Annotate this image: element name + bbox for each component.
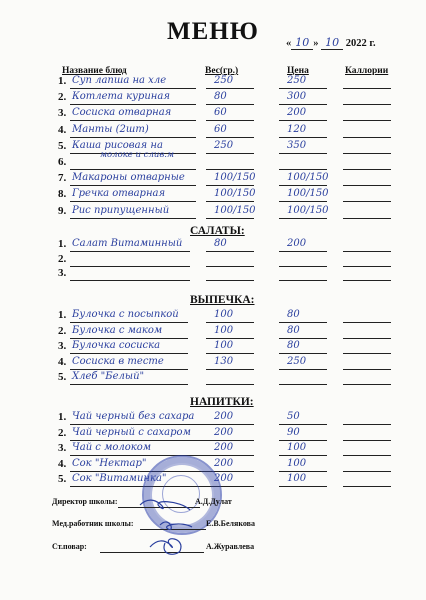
calories-line [343, 88, 391, 89]
weight-line [206, 104, 254, 105]
name-line [70, 201, 196, 202]
weight-line [206, 153, 254, 154]
row-number: 5. [58, 371, 67, 383]
signature-name-medic: Е.В.Белякова [206, 519, 255, 528]
dish-name-continued: молоке и слив.м [100, 149, 175, 160]
dish-name: Рис припущенный [72, 204, 170, 216]
signature-label-cook: Ст.повар: [52, 542, 87, 551]
dish-price: 120 [287, 123, 307, 135]
dish-weight: 200 [214, 442, 234, 453]
weight-line [206, 201, 254, 202]
dish-weight: 250 [214, 139, 234, 151]
price-line [279, 486, 327, 487]
dish-price: 250 [287, 75, 307, 86]
weight-line [206, 353, 254, 354]
calories-line [343, 471, 391, 472]
price-line [279, 322, 327, 323]
name-line [70, 440, 208, 441]
row-number: 5. [58, 139, 67, 152]
weight-line [206, 384, 254, 385]
weight-line [206, 218, 254, 219]
name-line [70, 424, 208, 425]
dish-price: 350 [287, 139, 307, 151]
menu-date [286, 36, 376, 50]
name-line [70, 322, 188, 323]
calories-line [343, 338, 391, 339]
weight-line [206, 440, 254, 441]
date-close-quote: » [313, 38, 319, 49]
dish-weight: 130 [214, 355, 234, 367]
calories-line [343, 185, 391, 186]
drinks-title: НАПИТКИ: [190, 396, 254, 408]
row-number: 3. [58, 442, 67, 454]
price-line [279, 104, 327, 105]
dish-name: Салат Витаминный [72, 238, 183, 249]
dish-name: Каша рисовая на [72, 139, 163, 151]
dish-name: Сосиска отварная [72, 107, 172, 119]
price-line [279, 266, 327, 267]
calories-line [343, 353, 391, 354]
row-number: 6. [58, 156, 67, 168]
calories-line [343, 440, 391, 441]
dish-name: Котлета куриная [72, 91, 170, 103]
salads-title: САЛАТЫ: [190, 225, 245, 237]
dish-price: 250 [287, 355, 307, 367]
dish-name: Сок "Нектар" [72, 457, 147, 469]
dish-weight: 200 [214, 473, 234, 484]
calories-line [343, 153, 391, 154]
row-number: 1. [58, 411, 67, 423]
price-line [279, 153, 327, 154]
price-line [279, 384, 327, 385]
row-number: 5. [58, 473, 67, 485]
dish-weight: 200 [214, 411, 234, 422]
dish-price: 100/150 [287, 172, 329, 184]
dish-price: 80 [287, 324, 300, 336]
row-number: 1. [58, 75, 67, 87]
row-number: 9. [58, 204, 67, 217]
date-open-quote: « [286, 38, 292, 49]
name-line [70, 88, 196, 89]
price-line [279, 353, 327, 354]
row-number: 2. [58, 91, 67, 104]
weight-line [206, 266, 254, 267]
weight-line [206, 137, 254, 138]
dish-weight: 60 [214, 107, 227, 119]
weight-line [206, 251, 254, 252]
row-number: 3. [58, 107, 67, 120]
date-day: 10 [291, 36, 313, 50]
price-line [279, 218, 327, 219]
price-line [279, 338, 327, 339]
dish-weight: 80 [214, 238, 227, 249]
price-line [279, 185, 327, 186]
price-line [279, 471, 327, 472]
row-number: 2. [58, 252, 67, 265]
handwritten-signatures-graphic [120, 485, 210, 560]
name-line [70, 266, 190, 267]
dish-name: Манты (2шт) [72, 123, 149, 135]
name-line [70, 353, 188, 354]
calories-line [343, 251, 391, 252]
row-number: 2. [58, 426, 67, 439]
column-header-calories: Каллории [345, 66, 389, 76]
name-line [70, 104, 196, 105]
dish-name: Булочка сосиска [72, 340, 161, 351]
dish-price: 50 [287, 411, 300, 422]
weight-line [206, 322, 254, 323]
row-number: 2. [58, 324, 67, 337]
calories-line [343, 369, 391, 370]
signature-name-cook: А.Журавлева [206, 542, 255, 551]
dish-name: Гречка отварная [72, 188, 166, 200]
column-header-weight: Вес(гр.) [205, 66, 239, 76]
dish-weight: 250 [214, 75, 234, 86]
weight-line [206, 88, 254, 89]
dish-price: 100 [287, 473, 307, 484]
dish-name: Чай черный с сахаром [72, 426, 191, 438]
name-line [70, 369, 188, 370]
dish-name: Булочка с посыпкой [72, 309, 179, 320]
price-line [279, 137, 327, 138]
dish-weight: 100/150 [214, 204, 256, 216]
row-number: 4. [58, 457, 67, 470]
price-line [279, 424, 327, 425]
price-line [279, 120, 327, 121]
price-line [279, 88, 327, 89]
weight-line [206, 338, 254, 339]
dish-name: Сосиска в тесте [72, 355, 164, 367]
weight-line [206, 369, 254, 370]
name-line [70, 137, 196, 138]
name-line [70, 120, 196, 121]
row-number: 4. [58, 355, 67, 368]
dish-name: Хлеб "Белый" [72, 371, 145, 382]
dish-name: Суп лапша на хле [72, 75, 167, 86]
dish-weight: 200 [214, 426, 234, 438]
signature-name-director: А.Д.Дулат [195, 497, 232, 506]
dish-name: Макароны отварные [72, 172, 185, 184]
calories-line [343, 455, 391, 456]
dish-weight: 100 [214, 340, 234, 351]
dish-name: Чай с молоком [72, 442, 152, 453]
date-year: 2022 г. [345, 38, 376, 49]
row-number: 8. [58, 188, 67, 201]
price-line [279, 280, 327, 281]
calories-line [343, 137, 391, 138]
weight-line [206, 169, 254, 170]
row-number: 3. [58, 267, 67, 279]
calories-line [343, 486, 391, 487]
price-line [279, 455, 327, 456]
dish-price: 200 [287, 238, 307, 249]
name-line [70, 280, 190, 281]
calories-line [343, 104, 391, 105]
name-line [70, 251, 190, 252]
weight-line [206, 280, 254, 281]
name-line [70, 338, 188, 339]
dish-weight: 80 [214, 91, 227, 103]
row-number: 1. [58, 309, 67, 321]
weight-line [206, 424, 254, 425]
dish-price: 100/150 [287, 188, 329, 200]
weight-line [206, 185, 254, 186]
dish-price: 90 [287, 426, 300, 438]
price-line [279, 369, 327, 370]
row-number: 1. [58, 238, 67, 250]
row-number: 4. [58, 123, 67, 136]
dish-name: Чай черный без сахара [72, 411, 195, 422]
name-line [70, 384, 188, 385]
column-header-name: Название блюд [62, 66, 127, 76]
dish-price: 80 [287, 340, 300, 351]
price-line [279, 201, 327, 202]
bakery-title: ВЫПЕЧКА: [190, 294, 255, 306]
calories-line [343, 218, 391, 219]
dish-weight: 200 [214, 457, 234, 469]
dish-weight: 100/150 [214, 188, 256, 200]
weight-line [206, 455, 254, 456]
name-line [70, 218, 196, 219]
dish-price: 100 [287, 457, 307, 469]
dish-weight: 60 [214, 123, 227, 135]
dish-weight: 100 [214, 309, 234, 320]
name-line [70, 185, 196, 186]
column-header-price: Цена [287, 66, 309, 76]
signature-label-medic: Мед.работник школы: [52, 519, 134, 528]
calories-line [343, 384, 391, 385]
dish-weight: 100/150 [214, 172, 256, 184]
dish-price: 100 [287, 442, 307, 453]
dish-price: 300 [287, 91, 307, 103]
dish-name: Сок "Витаминка" [72, 473, 167, 484]
price-line [279, 251, 327, 252]
calories-line [343, 169, 391, 170]
calories-line [343, 322, 391, 323]
price-line [279, 440, 327, 441]
row-number: 3. [58, 340, 67, 352]
calories-line [343, 424, 391, 425]
price-line [279, 169, 327, 170]
dish-price: 200 [287, 107, 307, 119]
dish-weight: 100 [214, 324, 234, 336]
weight-line [206, 120, 254, 121]
dish-price: 80 [287, 309, 300, 320]
dish-price: 100/150 [287, 204, 329, 216]
date-month: 10 [321, 36, 343, 50]
page-title: МЕНЮ [167, 18, 259, 45]
calories-line [343, 280, 391, 281]
calories-line [343, 120, 391, 121]
row-number: 7. [58, 172, 67, 185]
calories-line [343, 201, 391, 202]
calories-line [343, 266, 391, 267]
dish-name: Булочка с маком [72, 324, 163, 336]
signature-label-director: Директор школы: [52, 497, 118, 506]
name-line [70, 169, 196, 170]
